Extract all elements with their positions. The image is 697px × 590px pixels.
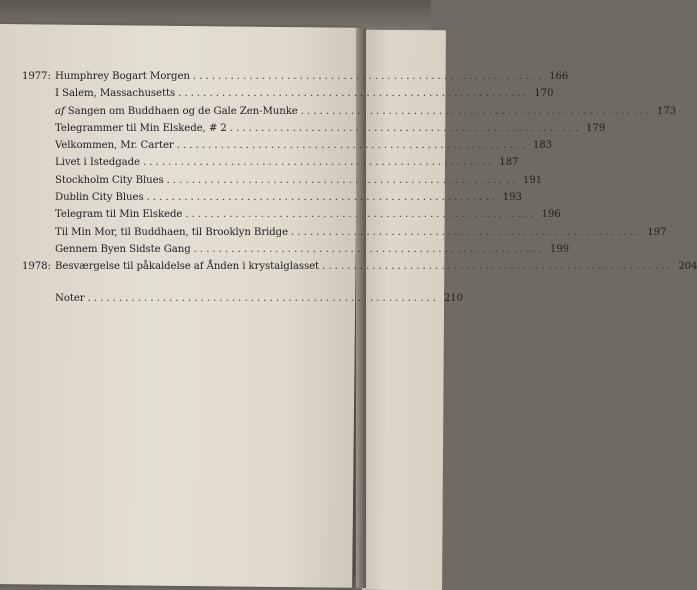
toc-page-number: 197 <box>647 226 667 238</box>
toc-title <box>55 241 191 258</box>
toc-year <box>22 85 55 102</box>
toc-title-text: Livet i Istedgade <box>55 157 140 169</box>
toc-entry <box>22 258 697 275</box>
toc-leader-dots: . . . . . . . . . . . . . . . . . . . . . . . . . . . . . . . . . . . . . . . . . . . . . . . . . . . . . . . . <box>142 157 492 169</box>
toc-entry <box>22 120 606 137</box>
toc-title-text: I Salem, Massachusetts <box>55 88 176 100</box>
toc-page-number: 196 <box>541 209 561 221</box>
toc-title <box>55 258 319 275</box>
toc-title-text: Stockholm City Blues <box>55 174 164 186</box>
toc-year: 1977: <box>22 71 51 82</box>
toc-title <box>55 85 175 102</box>
toc-title <box>55 206 182 223</box>
toc-entry <box>22 241 569 258</box>
toc-title <box>55 68 190 85</box>
toc-title <box>55 103 298 120</box>
toc-entry <box>22 154 519 171</box>
toc-title <box>55 120 227 137</box>
toc-page-number: 204 <box>678 261 697 273</box>
toc-year <box>22 154 55 171</box>
toc-title-text: Dublin City Blues <box>55 192 144 204</box>
toc-page-number: 187 <box>499 157 519 169</box>
toc-leader-dots: . . . . . . . . . . . . . . . . . . . . . . . . . . . . . . . . . . . . . . . . . . . . . . . . . . . . . . . . <box>192 71 542 82</box>
toc-year <box>22 137 55 154</box>
toc-notes-title: Noter <box>55 292 85 304</box>
toc-entry <box>22 137 553 154</box>
toc-page-number: 179 <box>586 122 606 134</box>
toc-year <box>22 206 55 223</box>
toc-entry <box>22 85 554 102</box>
toc-leader-dots: . . . . . . . . . . . . . . . . . . . . . . . . . . . . . . . . . . . . . . . . . . . . . . . . . . . . . . . . <box>322 261 671 273</box>
table-of-contents <box>22 68 697 307</box>
toc-page-number: 170 <box>534 88 554 100</box>
toc-entry-notes <box>22 290 463 307</box>
toc-entry <box>22 103 677 120</box>
toc-year <box>22 189 55 206</box>
toc-title-text: Sangen om Buddhaen og de Gale Zen-Munke <box>64 105 298 117</box>
toc-leader-dots: . . . . . . . . . . . . . . . . . . . . . . . . . . . . . . . . . . . . . . . . . . . . . . . . . . . . . . . . <box>185 209 534 221</box>
toc-leader-dots: . . . . . . . . . . . . . . . . . . . . . . . . . . . . . . . . . . . . . . . . . . . . . . . . . . . . . . . . <box>146 192 495 204</box>
toc-entry <box>22 68 569 85</box>
toc-title-text: Velkommen, Mr. Carter <box>55 140 174 152</box>
toc-year <box>22 224 55 241</box>
toc-page-number: 166 <box>549 71 569 82</box>
toc-title-text: Gennem Byen Sidste Gang <box>55 243 191 255</box>
toc-page-number: 199 <box>549 243 569 255</box>
toc-title <box>55 172 164 189</box>
toc-year <box>22 120 55 137</box>
toc-entry <box>22 206 561 223</box>
toc-year <box>22 172 55 189</box>
toc-leader-dots: . . . . . . . . . . . . . . . . . . . . . . . . . . . . . . . . . . . . . . . . . . . . . . . . . . . . . . . . <box>291 226 640 238</box>
toc-title <box>55 154 140 171</box>
toc-title-text: Telegrammer til Min Elskede, # 2 <box>55 122 227 134</box>
toc-title-text: Til Min Mor, til Buddhaen, til Brooklyn Bridge <box>55 226 289 238</box>
toc-title-text: Humphrey Bogart Morgen <box>55 71 190 82</box>
toc-entry <box>22 189 522 206</box>
toc-leader-dots: . . . . . . . . . . . . . . . . . . . . . . . . . . . . . . . . . . . . . . . . . . . . . . . . . . . . . . . . <box>300 105 650 117</box>
toc-title <box>55 224 288 241</box>
toc-page-number: 173 <box>656 105 677 117</box>
toc-leader-dots: . . . . . . . . . . . . . . . . . . . . . . . . . . . . . . . . . . . . . . . . . . . . . . . . . . . . . . . . <box>87 292 436 304</box>
toc-year: 1978: <box>22 261 51 273</box>
toc-title-text: Telegram til Min Elskede <box>55 209 183 221</box>
toc-entry <box>22 224 667 241</box>
toc-leader-dots: . . . . . . . . . . . . . . . . . . . . . . . . . . . . . . . . . . . . . . . . . . . . . . . . . . . . . . . . <box>229 122 579 134</box>
toc-page-number: 193 <box>502 192 522 204</box>
toc-year <box>22 241 55 258</box>
toc-title-text: Besværgelse til påkaldelse af Ånden i krystalglasset <box>55 261 320 273</box>
toc-title <box>55 137 174 154</box>
toc-title <box>55 189 144 206</box>
toc-year <box>22 103 55 120</box>
toc-title-prefix: af <box>55 105 65 117</box>
toc-page-number: 183 <box>532 140 553 152</box>
toc-entry <box>22 172 542 189</box>
toc-leader-dots: . . . . . . . . . . . . . . . . . . . . . . . . . . . . . . . . . . . . . . . . . . . . . . . . . . . . . . . . <box>166 174 515 186</box>
toc-leader-dots: . . . . . . . . . . . . . . . . . . . . . . . . . . . . . . . . . . . . . . . . . . . . . . . . . . . . . . . . <box>176 140 526 152</box>
toc-leader-dots: . . . . . . . . . . . . . . . . . . . . . . . . . . . . . . . . . . . . . . . . . . . . . . . . . . . . . . . . <box>178 88 527 100</box>
toc-page-number: 191 <box>522 174 542 186</box>
toc-leader-dots: . . . . . . . . . . . . . . . . . . . . . . . . . . . . . . . . . . . . . . . . . . . . . . . . . . . . . . . . <box>193 243 542 255</box>
toc-notes-page: 210 <box>443 292 463 304</box>
